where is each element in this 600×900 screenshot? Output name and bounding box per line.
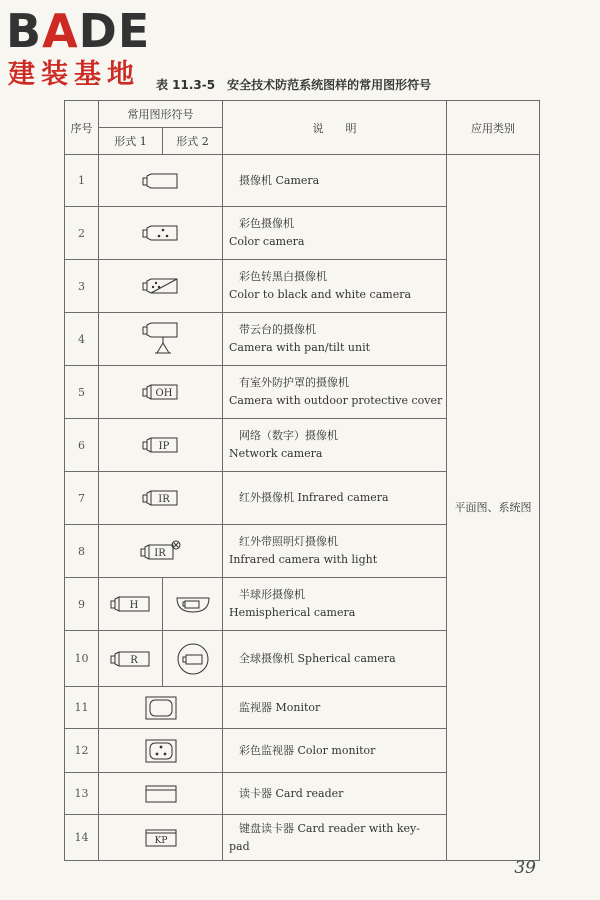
- monitor-icon: [144, 695, 178, 721]
- logo-subtitle: 建装基地: [8, 59, 140, 90]
- card-reader-icon: [144, 783, 178, 805]
- symbol-cell: [99, 419, 223, 472]
- page-number: 39: [514, 858, 536, 878]
- symbol-cell: [99, 729, 223, 773]
- row-number: 11: [65, 687, 99, 729]
- header-form1: 形式 1: [99, 128, 163, 155]
- symbol-cell: [99, 525, 223, 578]
- hemispherical-camera-icon: [109, 593, 153, 615]
- row-number: 6: [65, 419, 99, 472]
- description-cell: 彩色监视器 Color monitor: [223, 729, 447, 773]
- symbol-cell-form1: [99, 631, 163, 687]
- symbol-cell-form2: [163, 578, 223, 631]
- description-cell: 半球形摄像机 Hemispherical camera: [223, 578, 447, 631]
- row-number: 10: [65, 631, 99, 687]
- description-cell: 红外摄像机 Infrared camera: [223, 472, 447, 525]
- description-cell: 监视器 Monitor: [223, 687, 447, 729]
- symbol-cell: [99, 313, 223, 366]
- header-symbol-group: 常用图形符号: [99, 101, 223, 128]
- row-number: 12: [65, 729, 99, 773]
- description-cell: 带云台的摄像机 Camera with pan/tilt unit: [223, 313, 447, 366]
- symbol-cell: [99, 687, 223, 729]
- symbol-cell: [99, 472, 223, 525]
- row-number: 7: [65, 472, 99, 525]
- color-to-bw-camera-icon: [141, 275, 181, 297]
- spherical-dome-icon: [175, 641, 211, 677]
- svg-text:IP: IP: [158, 441, 169, 452]
- row-number: 13: [65, 773, 99, 815]
- infrared-camera-light-icon: [139, 539, 183, 563]
- symbol-table: [64, 100, 540, 861]
- row-number: 2: [65, 207, 99, 260]
- symbol-cell: [99, 260, 223, 313]
- table-number: 表 11.3-5: [156, 78, 216, 92]
- header-application: 应用类别: [447, 101, 540, 155]
- row-number: 8: [65, 525, 99, 578]
- description-cell: 读卡器 Card reader: [223, 773, 447, 815]
- color-monitor-icon: [144, 738, 178, 764]
- description-cell: 有室外防护罩的摄像机 Camera with outdoor protective cover: [223, 366, 447, 419]
- symbol-cell: [99, 773, 223, 815]
- table-title: 安全技术防范系统图样的常用图形符号: [227, 78, 432, 92]
- camera-icon: [141, 170, 181, 192]
- description-cell: 红外带照明灯摄像机 Infrared camera with light: [223, 525, 447, 578]
- symbol-cell-form2: [163, 631, 223, 687]
- infrared-camera-icon: [141, 487, 181, 509]
- hemispherical-dome-icon: [173, 593, 213, 615]
- symbol-cell-form1: [99, 578, 163, 631]
- description-cell: 摄像机 Camera: [223, 155, 447, 207]
- symbol-cell: [99, 815, 223, 861]
- bade-logo: [6, 6, 181, 92]
- table-row: [65, 155, 540, 207]
- description-cell: 网络（数字）摄像机 Network camera: [223, 419, 447, 472]
- description-cell: 彩色摄像机 Color camera: [223, 207, 447, 260]
- row-number: 14: [65, 815, 99, 861]
- svg-text:IR: IR: [157, 494, 170, 505]
- outdoor-camera-icon: [141, 381, 181, 403]
- svg-text:IR: IR: [153, 548, 166, 559]
- row-number: 9: [65, 578, 99, 631]
- header-description: 说 明: [223, 101, 447, 155]
- spherical-camera-icon: [109, 648, 153, 670]
- svg-text:R: R: [129, 654, 138, 666]
- color-camera-icon: [141, 222, 181, 244]
- row-number: 4: [65, 313, 99, 366]
- row-number: 3: [65, 260, 99, 313]
- symbol-cell: [99, 366, 223, 419]
- svg-text:OH: OH: [155, 388, 172, 399]
- card-reader-keypad-icon: [144, 827, 178, 849]
- symbol-cell: [99, 155, 223, 207]
- description-cell: 键盘读卡器 Card reader with key- pad: [223, 815, 447, 861]
- header-form2: 形式 2: [163, 128, 223, 155]
- row-number: 1: [65, 155, 99, 207]
- symbol-cell: [99, 207, 223, 260]
- table-caption: [156, 76, 586, 94]
- logo-wordmark: BADE: [6, 4, 151, 58]
- row-number: 5: [65, 366, 99, 419]
- description-cell: 彩色转黑白摄像机 Color to black and white camera: [223, 260, 447, 313]
- svg-text:KP: KP: [154, 835, 167, 846]
- description-cell: 全球摄像机 Spherical camera: [223, 631, 447, 687]
- header-seq: 序号: [65, 101, 99, 155]
- application-cell: 平面图、系统图: [447, 155, 540, 861]
- pan-tilt-camera-icon: [141, 319, 181, 359]
- network-camera-icon: [141, 434, 181, 456]
- svg-text:H: H: [129, 600, 138, 611]
